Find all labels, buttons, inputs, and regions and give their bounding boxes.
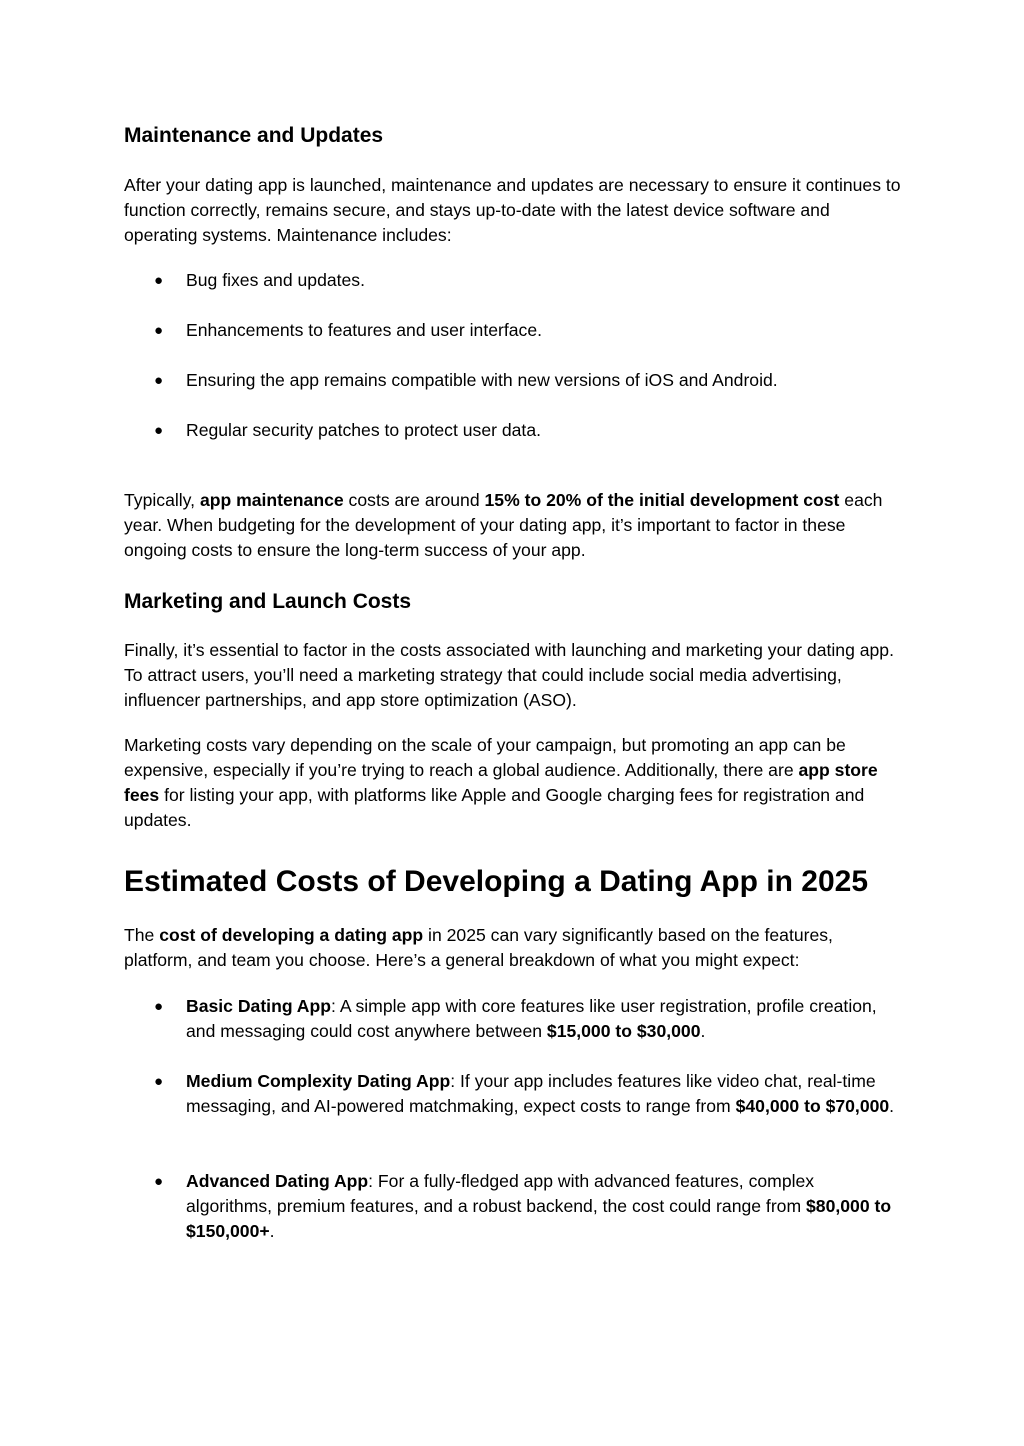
list-item-title: Advanced Dating App: [186, 1171, 369, 1191]
text-run: Typically,: [124, 490, 200, 510]
text-run: .: [269, 1221, 275, 1241]
text-run: for listing your app, with platforms like Apple and Google charging fees for registration and updates.: [124, 785, 865, 830]
bullet-icon: ●: [154, 1073, 164, 1090]
text-run: The: [124, 925, 160, 945]
bullet-icon: ●: [154, 422, 164, 439]
bold-text-run: 15% to 20% of the initial development cost: [484, 490, 840, 510]
list-item-text: Regular security patches to protect user data.: [186, 420, 541, 440]
bullet-icon: ●: [154, 272, 164, 289]
text-run: : A simple app with core features like user registration, profile creation, and messaging could cost anywhere between: [186, 996, 877, 1041]
section-heading-maintenance: Maintenance and Updates: [124, 124, 384, 147]
price-range: $40,000 to $70,000: [735, 1096, 890, 1116]
bullet-icon: ●: [154, 322, 164, 339]
section-heading-marketing: Marketing and Launch Costs: [124, 590, 412, 613]
text-run: .: [889, 1096, 895, 1116]
price-range: $80,000 to $150,000+: [186, 1196, 892, 1241]
list-item-text: [186, 994, 904, 1044]
section-heading-estimated-costs: Estimated Costs of Developing a Dating App in 2025: [124, 865, 869, 898]
maintenance-intro-paragraph: After your dating app is launched, maintenance and updates are necessary to ensure it continues to function correctly, remains secure, and stays up-to-date with the latest device software and operating systems. Maintenance includes:: [124, 175, 901, 245]
estimated-intro-paragraph: [124, 923, 904, 973]
text-run: in 2025 can vary significantly based on the features, platform, and team you choose. Here’s a general breakdown of what you might expect:: [124, 925, 833, 970]
marketing-paragraph-1: Finally, it’s essential to factor in the costs associated with launching and marketing your dating app. To attract users, you’ll need a marketing strategy that could include social media advertising, influencer partnerships, and app store optimization (ASO).: [124, 640, 894, 710]
bullet-icon: ●: [154, 1173, 164, 1190]
text-run: costs are around: [343, 490, 485, 510]
bold-text-run: app store fees: [124, 760, 878, 805]
list-item-title: Medium Complexity Dating App: [186, 1071, 451, 1091]
bullet-icon: ●: [154, 998, 164, 1015]
marketing-paragraph-2: [124, 733, 904, 833]
maintenance-cost-paragraph: [124, 488, 904, 563]
list-item-text: Ensuring the app remains compatible with new versions of iOS and Android.: [186, 370, 778, 390]
text-run: : If your app includes features like video chat, real-time messaging, and AI-powered matchmaking, expect costs to range from: [186, 1071, 876, 1116]
bold-text-run: cost of developing a dating app: [159, 925, 424, 945]
text-run: .: [700, 1021, 706, 1041]
text-run: Marketing costs vary depending on the scale of your campaign, but promoting an app can be expensive, especially if you’re trying to reach a global audience. Additionally, there are: [124, 735, 846, 780]
list-item-text: Bug fixes and updates.: [186, 270, 365, 290]
list-item-text: Enhancements to features and user interface.: [186, 320, 542, 340]
text-run: : For a fully-fledged app with advanced features, complex algorithms, premium features, and a robust backend, the cost could range from: [186, 1171, 815, 1216]
list-item-title: Basic Dating App: [186, 996, 332, 1016]
text-run: each year. When budgeting for the development of your dating app, it’s important to factor in these ongoing costs to ensure the long-term success of your app.: [124, 490, 883, 560]
price-range: $15,000 to $30,000: [546, 1021, 701, 1041]
list-item-text: [186, 1069, 904, 1119]
bullet-icon: ●: [154, 372, 164, 389]
list-item-text: [186, 1169, 904, 1244]
bold-text-run: app maintenance: [199, 490, 344, 510]
